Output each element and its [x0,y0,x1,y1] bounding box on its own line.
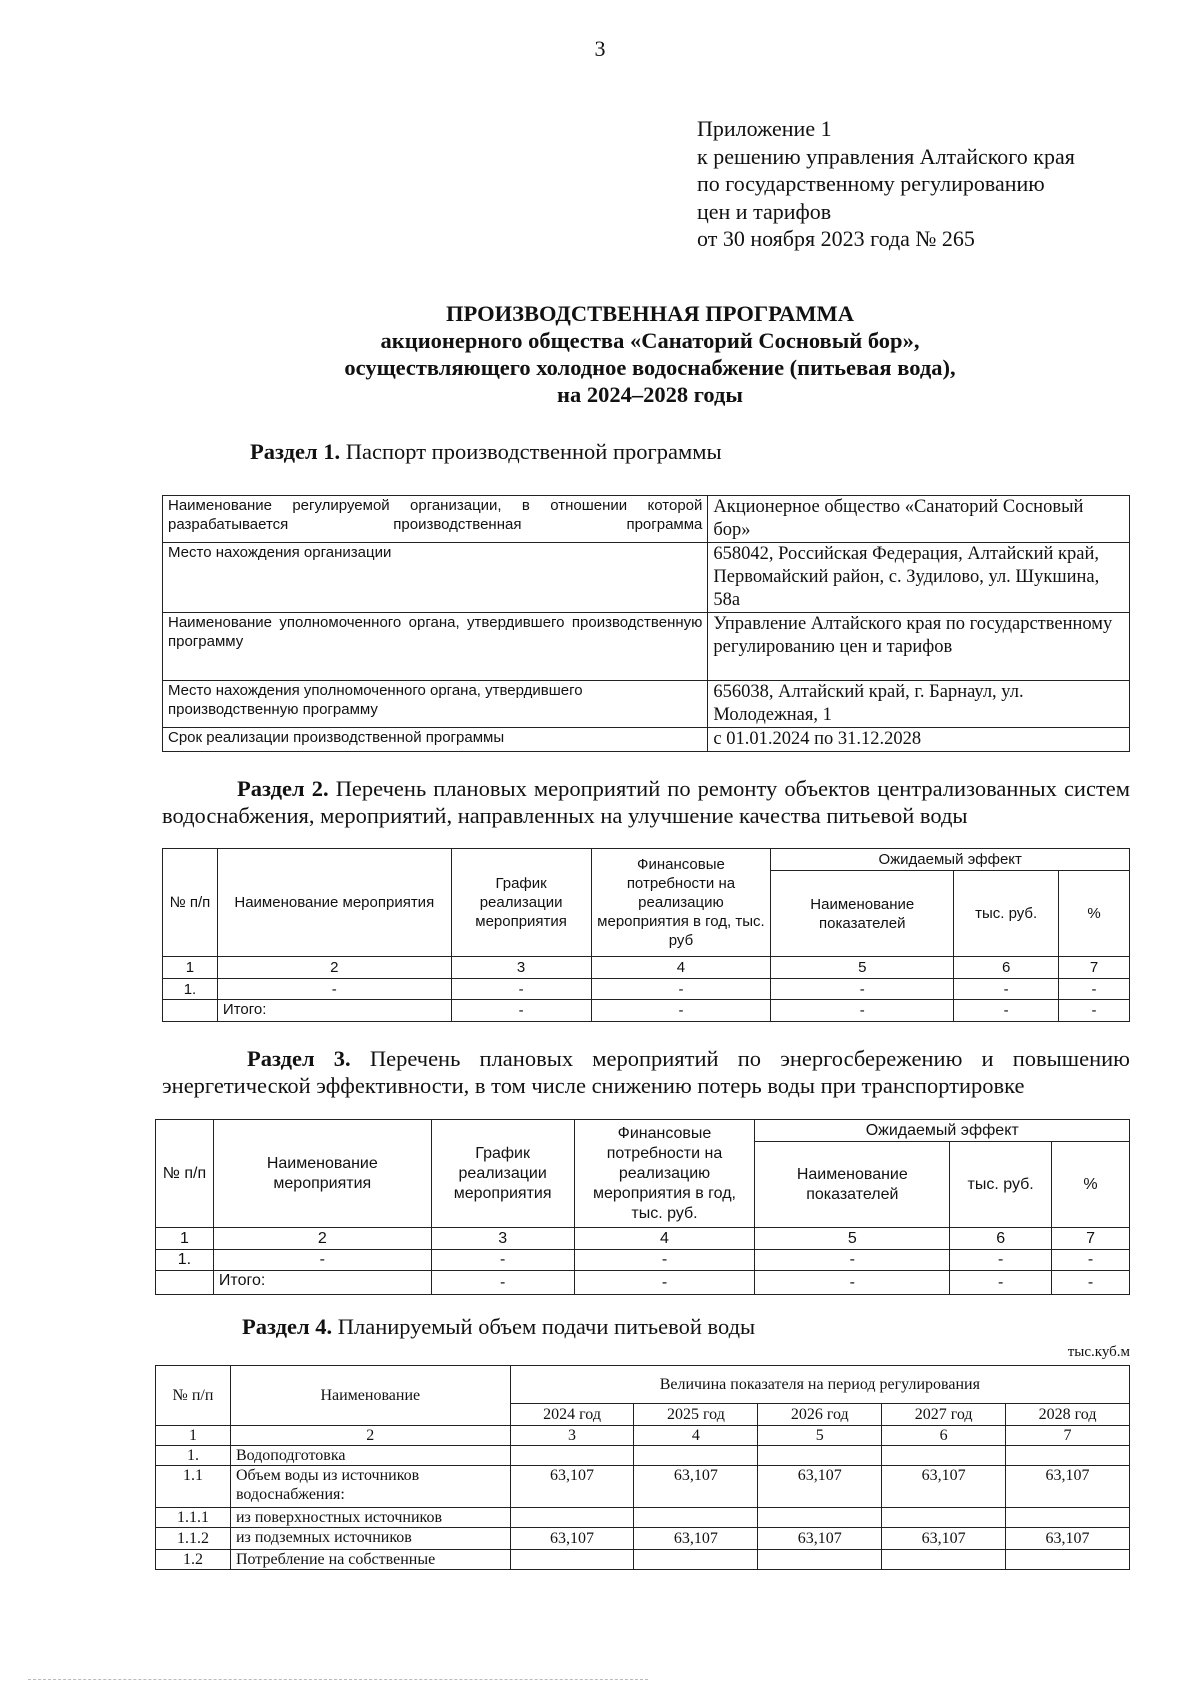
col-number: 3 [510,1426,634,1446]
table-cell: - [1052,1250,1130,1271]
value-cell: 63,107 [882,1466,1006,1508]
col-number: 3 [451,957,591,979]
table-row [156,1446,1130,1466]
value-cell [510,1550,634,1570]
title-line: акционерного общества «Санаторий Сосновый бор», [380,328,920,353]
header-thousand: тыс. руб. [950,1142,1052,1228]
row-name: Потребление на собственные [230,1550,510,1570]
header-year: 2027 год [882,1404,1006,1426]
row-num: 1. [156,1446,231,1466]
value-cell [882,1508,1006,1528]
section1-heading [250,438,722,465]
header-num: № п/п [156,1366,231,1426]
section3-label: Раздел 3. [247,1046,351,1071]
table-cell: - [574,1271,755,1295]
table-header-row [163,849,1130,871]
section4-table [155,1365,1130,1570]
passport-name-cell: Место нахождения организации [163,543,708,613]
table-cell [163,1000,218,1022]
annex-line: Приложение 1 [697,116,832,141]
table-cell: - [431,1271,574,1295]
col-number: 1 [163,957,218,979]
table-row [163,613,1130,681]
col-number: 7 [1059,957,1130,979]
header-effect: Ожидаемый эффект [771,849,1130,871]
header-name: Наименование мероприятия [217,849,451,957]
table-cell: - [950,1271,1052,1295]
section4-label: Раздел 4. [242,1314,333,1339]
col-number: 5 [755,1228,950,1250]
passport-name-cell: Срок реализации производственной программы [163,728,708,752]
row-num: 1.1.1 [156,1508,231,1528]
header-finance: Финансовые потребности на реализацию мероприятия в год, тыс. руб. [574,1120,755,1228]
table-cell: - [591,1000,771,1022]
col-number: 6 [882,1426,1006,1446]
value-cell: 63,107 [634,1466,758,1508]
table-header-row [156,1120,1130,1142]
value-cell: 63,107 [510,1466,634,1508]
header-schedule: График реализации мероприятия [431,1120,574,1228]
table-cell: - [574,1250,755,1271]
passport-table [162,495,1130,752]
row-name: из поверхностных источников [230,1508,510,1528]
header-percent: % [1059,871,1130,957]
title-line: ПРОИЗВОДСТВЕННАЯ ПРОГРАММА [445,301,855,326]
value-cell [510,1446,634,1466]
col-number: 4 [634,1426,758,1446]
section3-table [155,1119,1130,1295]
table-cell: - [954,1000,1059,1022]
section2-title: Перечень плановых мероприятий по ремонту объектов централизованных систем водоснабжения, мероприятий, направленных на улучшение качества питьевой воды [162,776,1131,828]
table-row [156,1250,1130,1271]
table-row [156,1528,1130,1550]
table-row [156,1550,1130,1570]
table-row [163,728,1130,752]
col-number: 4 [591,957,771,979]
value-cell [1006,1508,1130,1528]
table-row [163,1000,1130,1022]
table-cell: - [431,1250,574,1271]
value-cell [758,1550,882,1570]
row-name: из подземных источников [230,1528,510,1550]
table-cell: - [1052,1271,1130,1295]
section1-label: Раздел 1. [250,439,341,464]
col-number: 2 [213,1228,431,1250]
section1-title: Паспорт производственной программы [345,439,722,464]
total-label: Итого: [217,1000,451,1022]
value-cell [510,1508,634,1528]
header-indicator: Наименование показателей [755,1142,950,1228]
table-row [156,1508,1130,1528]
passport-value-cell: Управление Алтайского края по государственному регулированию цен и тарифов [708,613,1130,681]
table-cell: - [755,1271,950,1295]
value-cell: 63,107 [882,1528,1006,1550]
table-row [163,543,1130,613]
table-cell: - [950,1250,1052,1271]
table-row [163,979,1130,1000]
row-name: Водоподготовка [230,1446,510,1466]
passport-value-cell: Акционерное общество «Санаторий Сосновый бор» [708,496,1130,543]
scan-artifact-line [28,1679,648,1680]
header-finance: Финансовые потребности на реализацию мероприятия в год, тыс. руб [591,849,771,957]
header-year: 2024 год [510,1404,634,1426]
col-number: 7 [1006,1426,1130,1446]
title-line: на 2024–2028 годы [557,382,743,407]
section2-heading [162,775,1130,829]
table-row [156,1426,1130,1446]
table-row [156,1271,1130,1295]
table-header-row [156,1366,1130,1404]
table-row [156,1228,1130,1250]
table-cell: - [217,979,451,1000]
value-cell: 63,107 [758,1466,882,1508]
table-cell: - [451,1000,591,1022]
document-title [150,300,1150,408]
header-num: № п/п [163,849,218,957]
col-number: 2 [230,1426,510,1446]
value-cell [634,1508,758,1528]
table-row [163,957,1130,979]
value-cell [1006,1446,1130,1466]
table-row [156,1466,1130,1508]
value-cell: 63,107 [758,1528,882,1550]
table-cell: - [1059,1000,1130,1022]
col-number: 2 [217,957,451,979]
value-cell: 63,107 [510,1528,634,1550]
section4-title: Планируемый объем подачи питьевой воды [337,1314,756,1339]
table-row [163,496,1130,543]
col-number: 4 [574,1228,755,1250]
col-number: 5 [771,957,954,979]
table-cell: - [1059,979,1130,1000]
row-num: 1.1 [156,1466,231,1508]
passport-name-cell: Место нахождения уполномоченного органа, утвердившего производственную программу [163,681,708,728]
value-cell [634,1550,758,1570]
annex-line: по государственному регулированию [697,171,1045,196]
value-cell [634,1446,758,1466]
table-cell: - [213,1250,431,1271]
header-year: 2025 год [634,1404,758,1426]
annex-line: от 30 ноября 2023 года № 265 [697,226,975,251]
table-cell: 1. [156,1250,214,1271]
section4-heading [242,1313,755,1340]
annex-header [697,115,1075,253]
value-cell: 63,107 [1006,1528,1130,1550]
col-number: 1 [156,1228,214,1250]
passport-name-cell: Наименование регулируемой организации, в отношении которой разрабатывается производственная программа [163,496,708,543]
col-number: 7 [1052,1228,1130,1250]
row-name: Объем воды из источников водоснабжения: [230,1466,510,1508]
value-cell: 63,107 [634,1528,758,1550]
section2-label: Раздел 2. [237,776,329,801]
header-thousand: тыс. руб. [954,871,1059,957]
title-line: осуществляющего холодное водоснабжение (питьевая вода), [344,355,956,380]
table-cell: - [755,1250,950,1271]
header-indicator: Наименование показателей [771,871,954,957]
value-cell [1006,1550,1130,1570]
table-cell: - [591,979,771,1000]
page-number: 3 [594,36,606,61]
table-cell: - [771,979,954,1000]
value-cell [758,1508,882,1528]
header-name: Наименование [230,1366,510,1426]
header-num: № п/п [156,1120,214,1228]
header-name: Наименование мероприятия [213,1120,431,1228]
col-number: 5 [758,1426,882,1446]
value-cell [758,1446,882,1466]
annex-line: цен и тарифов [697,198,832,224]
passport-name-cell: Наименование уполномоченного органа, утвердившего производственную программу [163,613,708,681]
table-cell: - [954,979,1059,1000]
row-num: 1.1.2 [156,1528,231,1550]
col-number: 6 [950,1228,1052,1250]
col-number: 1 [156,1426,231,1446]
passport-value-cell: с 01.01.2024 по 31.12.2028 [708,728,1130,752]
row-num: 1.2 [156,1550,231,1570]
header-year: 2028 год [1006,1404,1130,1426]
table-cell: - [451,979,591,1000]
section3-heading [162,1045,1130,1099]
table-cell [156,1271,214,1295]
table-cell: - [771,1000,954,1022]
passport-value-cell: 658042, Российская Федерация, Алтайский край, Первомайский район, с. Зудилово, ул. Шукшина, 58а [708,543,1130,613]
total-label: Итого: [213,1271,431,1295]
value-cell [882,1550,1006,1570]
header-schedule: График реализации мероприятия [451,849,591,957]
section3-title: Перечень плановых мероприятий по энергосбережению и повышению энергетической эффективности, в том числе снижению потерь воды при транспортировке [162,1046,1130,1098]
value-cell: 63,107 [1006,1466,1130,1508]
table-row [163,681,1130,728]
col-number: 3 [431,1228,574,1250]
annex-line: к решению управления Алтайского края [697,143,1075,169]
section2-table [162,848,1130,1022]
header-percent: % [1052,1142,1130,1228]
col-number: 6 [954,957,1059,979]
header-period: Величина показателя на период регулирования [510,1366,1129,1404]
passport-value-cell: 656038, Алтайский край, г. Барнаул, ул. Молодежная, 1 [708,681,1130,728]
header-effect: Ожидаемый эффект [755,1120,1130,1142]
value-cell [882,1446,1006,1466]
header-year: 2026 год [758,1404,882,1426]
unit-label: тыс.куб.м [1067,1344,1130,1360]
table-cell: 1. [163,979,218,1000]
